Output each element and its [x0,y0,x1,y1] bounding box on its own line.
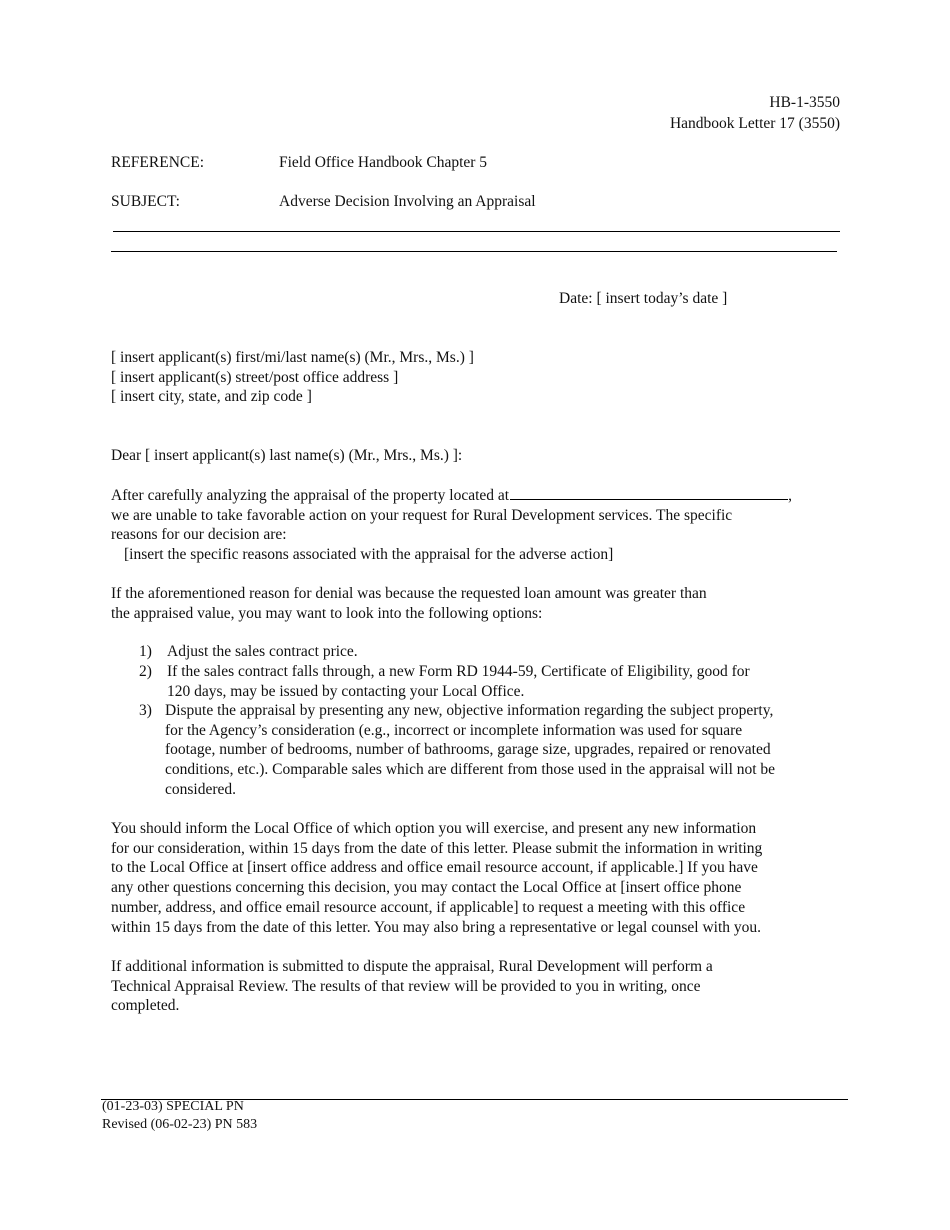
paragraph-line: the appraised value, you may want to look into the following options: [111,604,543,622]
salutation: Dear [ insert applicant(s) last name(s) (Mr., Mrs., Ms.) ]: [111,447,463,464]
handbook-letter: Handbook Letter 17 (3550) [669,115,840,132]
paragraph-line: within 15 days from the date of this letter. You may also bring a representative or legal counsel with you. [111,918,762,936]
paragraph-appraisal-review [111,957,841,1016]
paragraph-line: for our consideration, within 15 days from the date of this letter. Please submit the information in writing [111,839,763,857]
option-number: 1) [139,643,152,660]
header-rule-top [113,231,840,232]
address-line-city: [ insert city, state, and zip code ] [111,388,312,405]
paragraph-decision [111,485,841,565]
property-lead-text: After carefully analyzing the appraisal of the property located at [111,487,510,504]
option-line: footage, number of bedrooms, number of bathrooms, garage size, upgrades, repaired or renovated [165,741,771,759]
reference-label: REFERENCE: [111,154,205,171]
paragraph-line: to the Local Office at [insert office address and office email resource account, if applicable.] If you have [111,859,758,877]
option-line: considered. [165,780,237,798]
document-id: HB-1-3550 [769,94,840,111]
paragraph-line: If the aforementioned reason for denial was because the requested loan amount was greater than [111,585,707,602]
paragraph-next-steps [111,819,841,937]
paragraph-line: number, address, and office email resource account, if applicable] to request a meeting with this office [111,898,746,916]
option-number: 3) [139,702,152,719]
option-line: Dispute the appraisal by presenting any new, objective information regarding the subject property, [165,702,774,719]
option-line: conditions, etc.). Comparable sales which are different from those used in the appraisal will not be [165,761,776,779]
header-rule-bottom [111,251,837,252]
option-1-text [167,642,358,662]
option-line: If the sales contract falls through, a new Form RD 1944-59, Certificate of Eligibility, good for [167,663,750,680]
footer-line-2: Revised (06-02-23) PN 583 [102,1117,258,1132]
paragraph-line: completed. [111,997,180,1015]
option-line: for the Agency’s consideration (e.g., incorrect or incomplete information was used for square [165,721,743,739]
paragraph-line: Technical Appraisal Review. The results of that review will be provided to you in writing, once [111,977,701,995]
property-address-blank [510,485,788,500]
address-line-name: [ insert applicant(s) first/mi/last name(s) (Mr., Mrs., Ms.) ] [111,349,474,366]
date-line: Date: [ insert today’s date ] [559,290,728,307]
paragraph-line [111,485,841,506]
option-line: Adjust the sales contract price. [167,643,358,660]
property-trail-text: , [788,487,792,504]
option-3-text [165,701,775,800]
paragraph-line: we are unable to take favorable action on your request for Rural Development services. The specific [111,506,733,524]
paragraph-line: You should inform the Local Office of which option you will exercise, and present any new information [111,820,757,837]
option-2-text [167,662,750,701]
option-number: 2) [139,663,152,680]
subject-label: SUBJECT: [111,193,180,210]
paragraph-options-intro [111,584,841,623]
subject-value: Adverse Decision Involving an Appraisal [279,193,536,210]
reference-value: Field Office Handbook Chapter 5 [279,154,488,171]
paragraph-line: any other questions concerning this decision, you may contact the Local Office at [insert office phone [111,879,742,897]
reasons-placeholder: [insert the specific reasons associated with the appraisal for the adverse action] [124,546,614,564]
footer-line-1: (01-23-03) SPECIAL PN [102,1099,244,1114]
address-line-street: [ insert applicant(s) street/post office address ] [111,369,399,386]
paragraph-line: reasons for our decision are: [111,526,287,544]
option-line: 120 days, may be issued by contacting your Local Office. [167,682,525,700]
paragraph-line: If additional information is submitted to dispute the appraisal, Rural Development will perform a [111,958,713,975]
